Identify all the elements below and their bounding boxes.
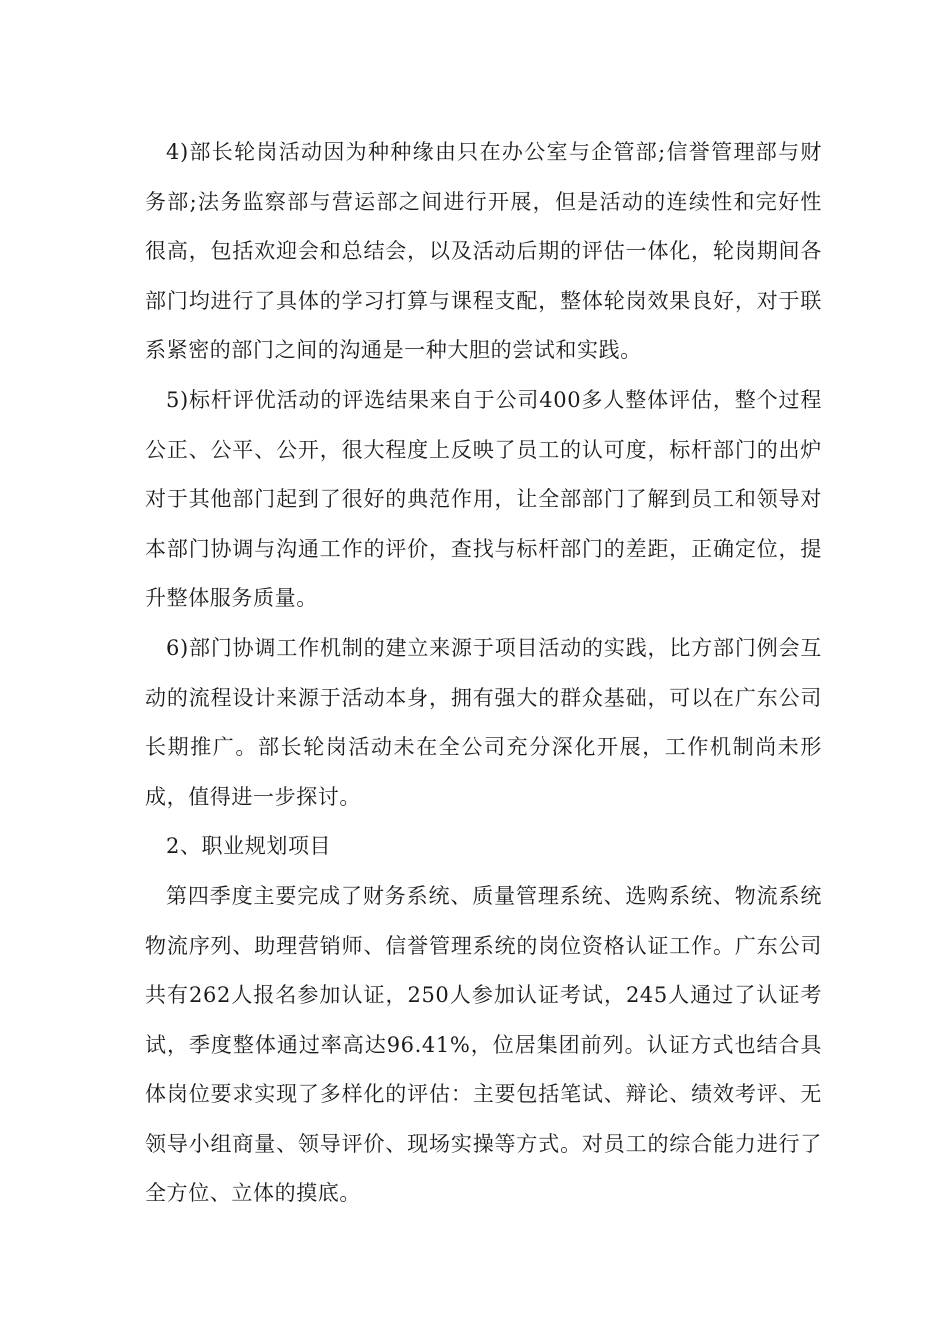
paragraph-rotation-activity: 4)部长轮岗活动因为种种缘由只在办公室与企管部;信誉管理部与财务部;法务监察部与营运部之间进行开展，但是活动的连续性和完好性很高，包括欢迎会和总结会，以及活动后期的评估一体化，轮岗期间各部门均进行了具体的学习打算与课程支配，整体轮岗效果良好，对于联系紧密的部门之间的沟通是一种大胆的尝试和实践。 [145,140,822,363]
paragraph-coordination-mechanism: 6)部门协调工作机制的建立来源于项目活动的实践，比方部门例会互动的流程设计来源于活动本身，拥有强大的群众基础，可以在广东公司长期推广。部长轮岗活动未在全公司充分深化开展，工作机制尚未形成，值得进一步探讨。 [145,635,822,809]
document-body [145,128,822,1219]
paragraph-certification-results: 第四季度主要完成了财务系统、质量管理系统、选购系统、物流系统物流序列、助理营销师、信誉管理系统的岗位资格认证工作。广东公司共有262人报名参加认证，250人参加认证考试，245人通过了认证考试，季度整体通过率高达96.41%，位居集团前列。认证方式也结合具体岗位要求实现了多样化的评估：主要包括笔试、辩论、绩效考评、无领导小组商量、领导评价、现场实操等方式。对员工的综合能力进行了全方位、立体的摸底。 [145,883,822,1206]
section-heading-career-planning: 2、职业规划项目 [166,834,332,859]
paragraph-benchmark-evaluation: 5)标杆评优活动的评选结果来自于公司400多人整体评估，整个过程公正、公平、公开，很大程度上反映了员工的认可度，标杆部门的出炉对于其他部门起到了很好的典范作用，让全部部门了解到员工和领导对本部门协调与沟通工作的评价，查找与标杆部门的差距，正确定位，提升整体服务质量。 [145,387,822,611]
